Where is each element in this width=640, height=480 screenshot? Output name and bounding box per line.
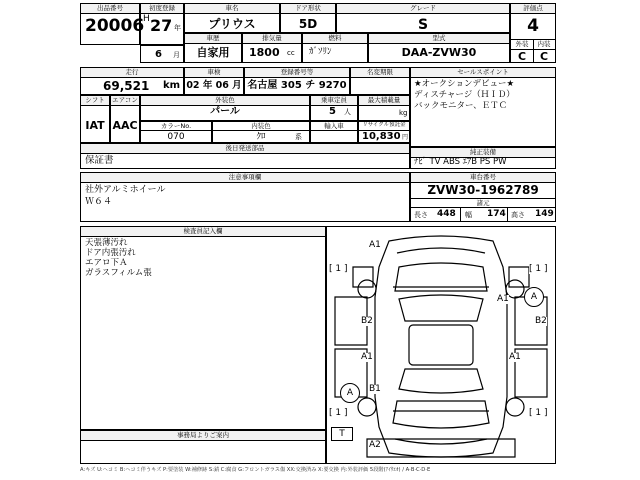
car-name-label: 車名 [185,4,279,14]
dimension-label: 諸元 [476,199,490,207]
height-label: 高さ [511,211,525,219]
damage-mark-left-door: B2 [361,316,373,326]
legend: A:キズ U:ヘコミ B:ヘコミ伴うキズ P:要塗装 W:補修跡 S:錆 C:腐食 G:フロントガラス傷 XX:交換済み X:要交換 内:外装評価 5段階(ｱｲｳｴｵ) / A·B·C·D·E [80,467,431,473]
damage-mark-right-front-panel: [ 1 ] [529,264,548,274]
color-no-value: 070 [167,132,185,142]
name-change-cell [350,67,410,95]
notes-line-2: Ｗ６４ [85,197,113,207]
int-color-label: 内装色 [251,122,271,130]
recycle-unit: 円 [402,134,409,141]
plate-value: 名古屋 305 チ 9270 [247,80,347,91]
damage-mark-left-rear-wheel: A [340,383,360,403]
inspector-line-3: エアロ下Ａ [85,258,128,268]
width-label: 幅 [465,211,472,219]
inspector-cell [80,226,326,430]
capacity-label: 乗車定員 [311,96,357,106]
ac-cell [110,95,140,143]
chassis-label: 車台番号 [411,173,555,183]
plate-label: 登録番号等 [245,68,349,78]
color-no-label: カラーNo. [160,122,192,130]
use-type-label: 車歴 [185,34,241,44]
width-value: 174 [487,209,506,219]
color-value: パール [210,106,240,117]
damage-diagram [326,226,556,464]
int-color-unit: 系 [295,133,302,141]
ext-label: 外装 [515,40,529,48]
cc-value: 1800 [249,46,280,59]
model-cell [368,33,510,63]
height-value: 149 [535,209,554,219]
reg-year: 27 [150,16,173,35]
plate-cell [244,67,350,95]
inspector-line-1: 天張薄汚れ [85,238,128,248]
model-value: DAA-ZVW30 [401,46,477,59]
inspector-label: 検査員記入欄 [81,227,325,237]
shift-value: IAT [85,119,105,132]
damage-mark-right-door: B2 [535,316,547,326]
sales-line-1: ★オークションデビュー★ [414,79,515,89]
load-cell [358,95,410,121]
import-cell [310,121,358,143]
use-type-cell [184,33,242,63]
score-cell [510,3,556,63]
damage-mark-trunk-box [331,427,353,441]
inspection-label: 車検 [185,68,243,78]
fuel-value: ｶﾞｿﾘﾝ [309,47,332,57]
int-color-cell [212,121,310,143]
lot-cell [80,3,145,45]
int-score: C [539,50,549,63]
shift-cell [80,95,110,143]
length-value: 448 [437,209,456,219]
mileage-unit: km [163,80,181,91]
sales-point-label: セールスポイント [411,68,555,78]
reg-month: 6 [155,49,162,60]
registration-cell [140,3,184,45]
equipment-cell [410,147,556,169]
damage-mark-right-front-wheel: A [524,287,544,307]
grade-cell [336,3,510,33]
notes-cell [80,172,410,222]
damage-mark-right-rear-panel: [ 1 ] [529,408,548,418]
damage-mark-left-rear-door: A1 [361,352,373,362]
ext-score: C [517,50,527,63]
score-label: 評価点 [511,4,555,14]
month-cell [140,45,184,63]
inspection-cell [184,67,244,95]
inspector-line-2: ドア内張汚れ [85,248,136,258]
office-label: 事務局よりご案内 [81,431,325,441]
chassis-number: ZVW30-1962789 [427,183,539,197]
damage-mark-left-front-panel: [ 1 ] [329,264,348,274]
damage-mark-left-rear-panel: [ 1 ] [329,408,348,418]
ac-value: AAC [112,119,138,132]
door-value: 5D [298,17,318,31]
car-outline [327,227,555,463]
damage-mark-front: A1 [369,240,381,250]
damage-mark-rear-bumper: A2 [369,440,381,450]
mileage-label: 走行 [81,68,183,78]
grade-label: グレード [337,4,509,14]
accessories-value: 保証書 [85,155,114,166]
recycle-label: リサイクル預託金 [362,122,406,128]
color-label: 外装色 [141,96,309,106]
cc-cell [242,33,302,63]
registration-label: 初度登録 [141,4,183,14]
name-change-label: 名変期限 [351,68,409,78]
recycle-cell [358,121,410,143]
car-name: プリウス [208,17,256,31]
damage-mark-trunk: T [339,429,345,439]
sales-line-3: バックモニター、ＥＴＣ [414,101,508,111]
inspection-value: 02 年 06 月 [186,80,242,91]
mileage-value: 69,521 [103,79,150,93]
car-name-cell [184,3,280,33]
damage-mark-right-fender: A1 [497,294,509,304]
grade-value: S [417,17,429,33]
recycle-value: 10,830 [362,131,401,142]
capacity-cell [310,95,358,121]
sales-line-2: ディスチャージ（ＨＩＤ） [414,90,515,100]
import-label: 輸入車 [324,122,344,130]
use-type: 自家用 [196,46,230,59]
int-label: 内装 [537,40,551,48]
era: H [143,14,150,24]
damage-mark-right-rear-door: A1 [509,352,521,362]
inspector-line-4: ガラスフィルム張 [85,268,152,278]
lot-label: 出品番号 [81,4,139,14]
cc-label: 排気量 [243,34,301,44]
cc-unit: cc [287,49,295,57]
lot-number: 20006 [85,16,145,36]
fuel-cell [302,33,368,63]
notes-label: 注意事項欄 [81,173,409,183]
load-unit: kg [399,109,408,117]
accessories-label: 後日発送部品 [81,144,409,154]
length-label: 長さ [414,211,428,219]
ac-label: エアコン [112,96,138,104]
equipment-label: 純正装備 [411,148,555,158]
shift-label: シフト [81,96,109,106]
door-cell [280,3,336,33]
equipment-value: ﾅﾋﾞ TV ABS ｴｱB PS PW [414,157,507,167]
model-label: 型式 [369,34,509,44]
capacity-value: 5 [329,106,336,117]
month-unit: 月 [173,51,180,59]
load-label: 最大積載量 [359,96,409,106]
damage-mark-left-quarter: B1 [369,384,381,394]
color-no-cell [140,121,212,143]
office-cell [80,430,326,464]
notes-line-1: 社外アルミホイール [85,185,166,195]
fuel-label: 燃料 [303,34,367,44]
sales-point-cell [410,67,556,147]
door-label: ドア形状 [281,4,335,14]
color-cell [140,95,310,121]
year-unit: 年 [174,24,181,32]
mileage-cell [80,67,184,95]
chassis-cell [410,172,556,222]
score-value: 4 [527,16,539,36]
accessories-cell [80,143,410,169]
capacity-unit: 人 [344,108,351,116]
int-color-value: ｸﾛ [256,132,266,142]
